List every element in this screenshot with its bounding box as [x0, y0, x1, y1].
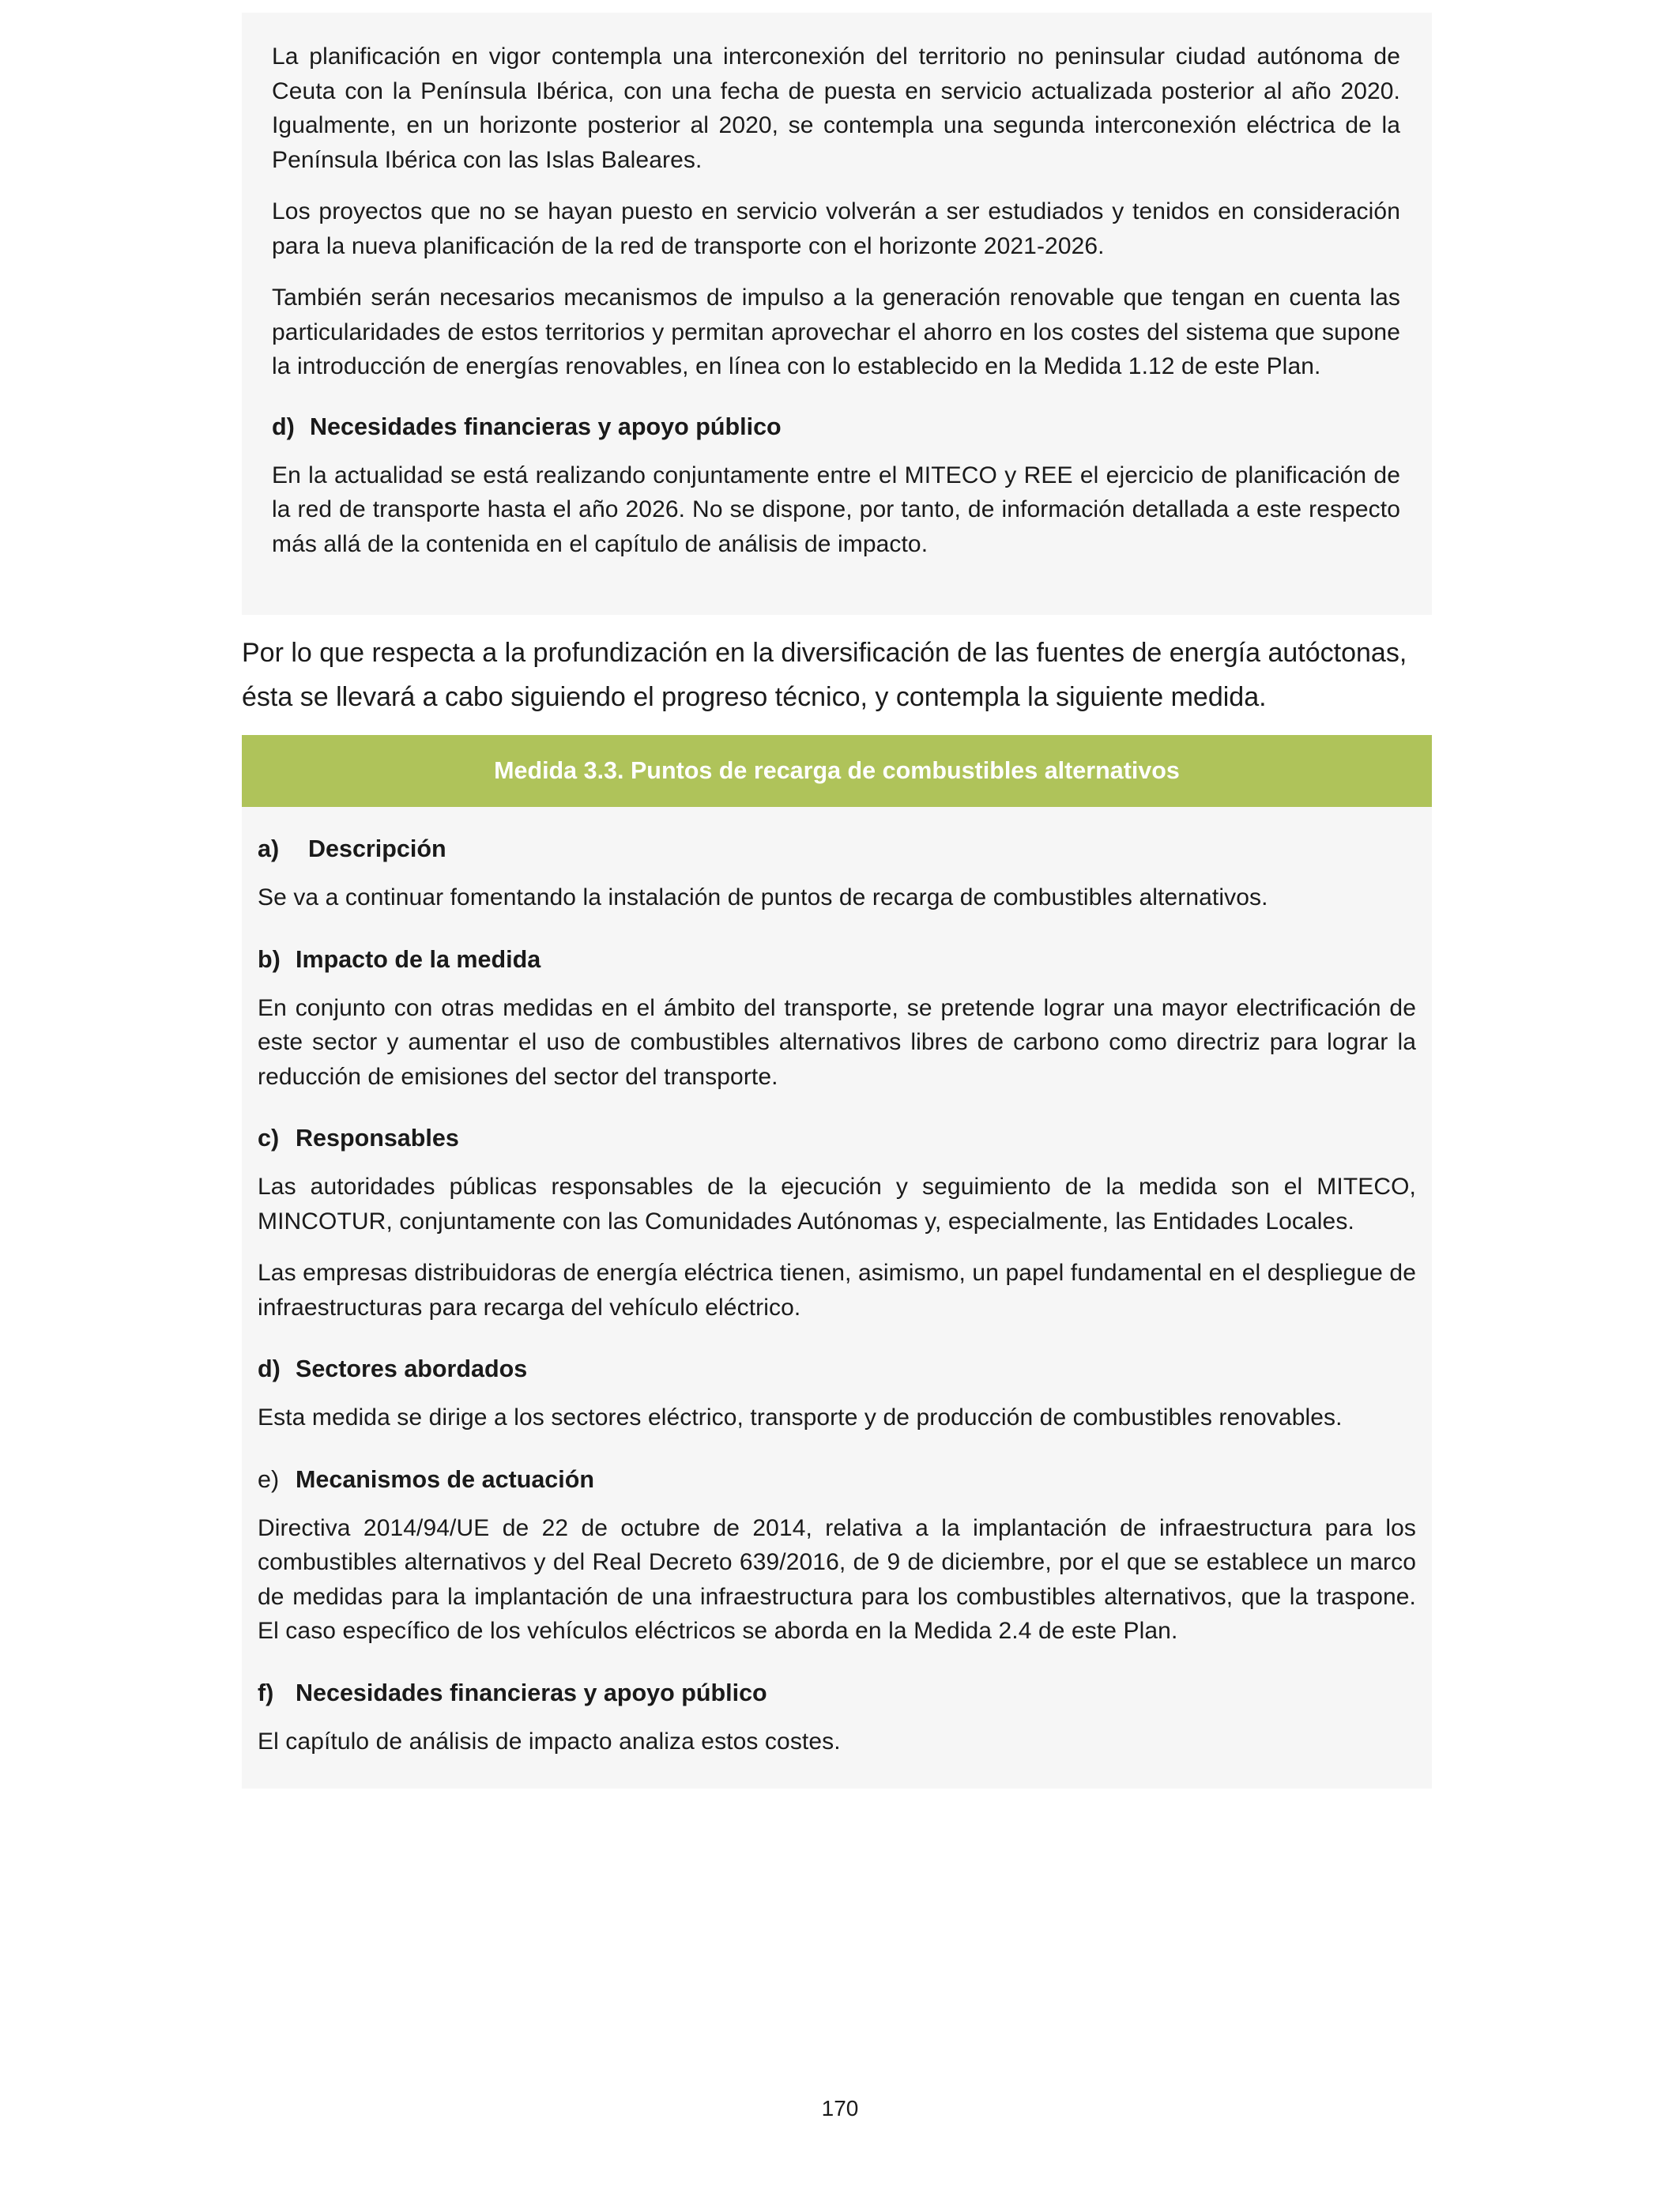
section-label: a) — [258, 835, 280, 862]
paragraph-renewable-mechanisms: También serán necesarios mecanismos de impulso a la generación renovable que tengan en cuenta las particularidades de estos territorios y permitan aprovechar el ahorro en los costes del sistema que supone la introducción de energías renovables, en línea con lo establecido en la Medida 1.12 de este Plan. — [272, 285, 1400, 379]
intro-paragraph: Por lo que respecta a la profundización en la diversificación de las fuentes de energía autóctonas, ésta se llevará a cabo siguiendo el progreso técnico, y contempla la siguiente medida. — [242, 638, 1407, 712]
section-heading-d — [258, 1353, 1416, 1385]
measure-title: Medida 3.3. Puntos de recarga de combustibles alternativos — [494, 757, 1180, 784]
paragraph-costs: El capítulo de análisis de impacto analiza estos costes. — [258, 1728, 841, 1755]
section-label: d) — [272, 413, 295, 440]
section-title: Descripción — [308, 835, 446, 862]
paragraph-pending-projects: Los proyectos que no se hayan puesto en servicio volverán a ser estudiados y tenidos en consideración para la nueva planificación de la red de transporte con el horizonte 2021-2026. — [272, 198, 1400, 259]
section-label: b) — [258, 945, 281, 973]
section-label: f) — [258, 1679, 274, 1706]
paragraph-responsible-authorities: Las autoridades públicas responsables de la ejecución y seguimiento de la medida son el MITECO, MINCOTUR, conjuntamente con las Comunidades Autónomas y, especialmente, las Entidades Locales. — [258, 1174, 1416, 1235]
section-heading-c — [258, 1122, 1416, 1154]
section-heading-e — [258, 1464, 1416, 1495]
measure-title-bar — [242, 735, 1432, 807]
paragraph-interconnection: La planificación en vigor contempla una interconexión del territorio no peninsular ciudad autónoma de Ceuta con la Península Ibérica, con una fecha de puesta en servicio actualizada posterior al año 2020. Igualmente, en un horizonte posterior al 2020, se contempla una segunda interconexión eléctrica de la Península Ibérica con las Islas Baleares. — [272, 43, 1400, 173]
paragraph-mechanisms: Directiva 2014/94/UE de 22 de octubre de 2014, relativa a la implantación de infraestructura para los combustibles alternativos y del Real Decreto 639/2016, de 9 de diciembre, por el que se establece un marco de medidas para la implantación de una infraestructura para los combustibles alternativos, que la traspone. El caso específico de los vehículos eléctricos se aborda en la Medida 2.4 de este Plan. — [258, 1514, 1416, 1644]
measure-box — [242, 735, 1432, 1789]
paragraph-description: Se va a continuar fomentando la instalación de puntos de recarga de combustibles alternativos. — [258, 884, 1268, 910]
section-title: Necesidades financieras y apoyo público — [310, 413, 782, 440]
section-title: Necesidades financieras y apoyo público — [296, 1679, 767, 1706]
section-heading-b — [258, 944, 1416, 975]
section-title: Impacto de la medida — [296, 945, 541, 973]
paragraph-distribution-companies: Las empresas distribuidoras de energía eléctrica tienen, asimismo, un papel fundamental en el despliegue de infraestructuras para recarga del vehículo eléctrico. — [258, 1260, 1416, 1321]
previous-measure-box — [242, 13, 1432, 615]
section-heading-a — [258, 833, 1416, 865]
section-label: e) — [258, 1465, 280, 1493]
section-title: Sectores abordados — [296, 1355, 528, 1382]
section-label: d) — [258, 1355, 281, 1382]
section-title: Mecanismos de actuación — [296, 1465, 594, 1493]
paragraph-sectors: Esta medida se dirige a los sectores eléctrico, transporte y de producción de combustibles renovables. — [258, 1404, 1343, 1431]
paragraph-financial-needs: En la actualidad se está realizando conjuntamente entre el MITECO y REE el ejercicio de planificación de la red de transporte hasta el año 2026. No se dispone, por tanto, de información detallada a este respecto más allá de la contenida en el capítulo de análisis de impacto. — [272, 462, 1400, 557]
paragraph-impact: En conjunto con otras medidas en el ámbito del transporte, se pretende lograr una mayor electrificación de este sector y aumentar el uso de combustibles alternativos libres de carbono como directriz para lograr la reducción de emisiones del sector del transporte. — [258, 994, 1416, 1090]
section-heading-f — [258, 1677, 1416, 1709]
section-title: Responsables — [296, 1125, 459, 1152]
page-number: 170 — [821, 2096, 859, 2120]
section-heading-d — [272, 411, 1400, 443]
section-label: c) — [258, 1125, 280, 1152]
